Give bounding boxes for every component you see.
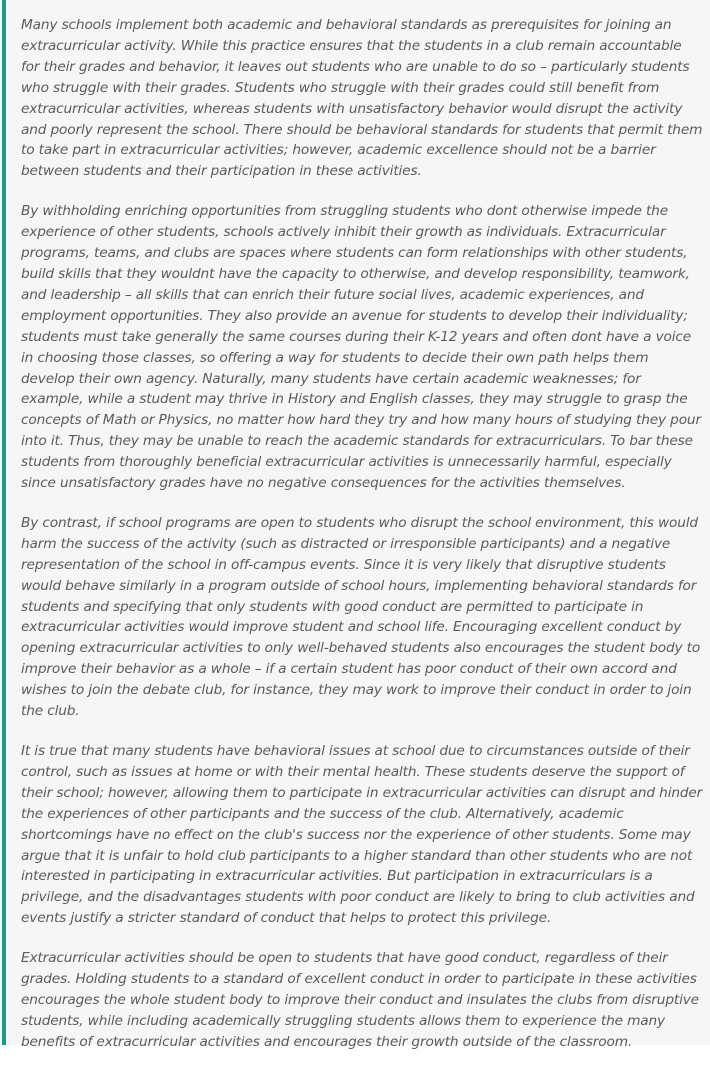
essay-content [21, 15, 703, 1072]
essay-paragraph-academic-argument: By withholding enriching opportunities from struggling students who dont otherwise impede the experience of other students, schools actively inhibit their growth as individuals. Extracurricular programs, teams, and clubs are spaces where students can form relationships with other students, build skills that they wouldnt have the capacity to otherwise, and develop responsibility, teamwork, and leadership – all skills that can enrich their future social lives, academic experiences, and employment opportunities. They also provide an avenue for students to develop their individuality; students must take generally the same courses during their K-12 years and often dont have a voice in choosing those classes, so offering a way for students to decide their own path helps them develop their own agency. Naturally, many students have certain academic weaknesses; for example, while a student may thrive in History and English classes, they may struggle to grasp the concepts of Math or Physics, no matter how hard they try and how many hours of studying they pour into it. Thus, they may be unable to reach the academic standards for extracurriculars. To bar these students from thoroughly beneficial extracurricular activities is unnecessarily harmful, especially since unsatisfactory grades have no negative consequences for the activities themselves. [21, 203, 701, 492]
essay-paragraph-behavioral-argument: By contrast, if school programs are open to students who disrupt the school environment, this would harm the success of the activity (such as distracted or irresponsible participants) and a negative representation of the school in off-campus events. Since it is very likely that disruptive students would behave similarly in a program outside of school hours, implementing behavioral standards for students and specifying that only students with good conduct are permitted to participate in extracurricular activities would improve student and school life. Encouraging excellent conduct by opening extracurricular activities to only well-behaved students also encourages the student body to improve their behavior as a whole – if a certain student has poor conduct of their own accord and wishes to join the debate club, for instance, they may work to improve their conduct in order to join the club. [21, 514, 701, 720]
essay-paragraph-introduction: Many schools implement both academic and behavioral standards as prerequisites for joining an extracurricular activity. While this practice ensures that the students in a club remain accountable for their grades and behavior, it leaves out students who are unable to do so – particularly students who struggle with their grades. Students who struggle with their grades could still benefit from extracurricular activities, whereas students with unsatisfactory behavior would disrupt the activity and poorly represent the school. There should be behavioral standards for students that permit them to take part in extracurricular activities; however, academic excellence should not be a barrier between students and their participation in these activities. [21, 17, 703, 180]
essay-paragraph-conclusion: Extracurricular activities should be open to students that have good conduct, regardless of their grades. Holding students to a standard of excellent conduct in order to participate in these activities encourages the whole student body to improve their conduct and insulates the clubs from disruptive students, while including academically struggling students allows them to experience the many benefits of extracurricular activities and encourages their growth outside of the classroom. [21, 950, 699, 1050]
essay-paragraph-counterargument: It is true that many students have behavioral issues at school due to circumstances outside of their control, such as issues at home or with their mental health. These students deserve the support of their school; however, allowing them to participate in extracurricular activities can disrupt and hinder the experiences of other participants and the success of the club. Alternatively, academic shortcomings have no effect on the club's success nor the experience of other students. Some may argue that it is unfair to hold club participants to a higher standard than other students who are not interested in participating in extracurricular activities. But participation in extracurriculars is a privilege, and the disadvantages students with poor conduct are likely to bring to club activities and events justify a stricter standard of conduct that helps to protect this privilege. [21, 743, 703, 927]
blockquote-accent-bar [2, 0, 6, 1045]
